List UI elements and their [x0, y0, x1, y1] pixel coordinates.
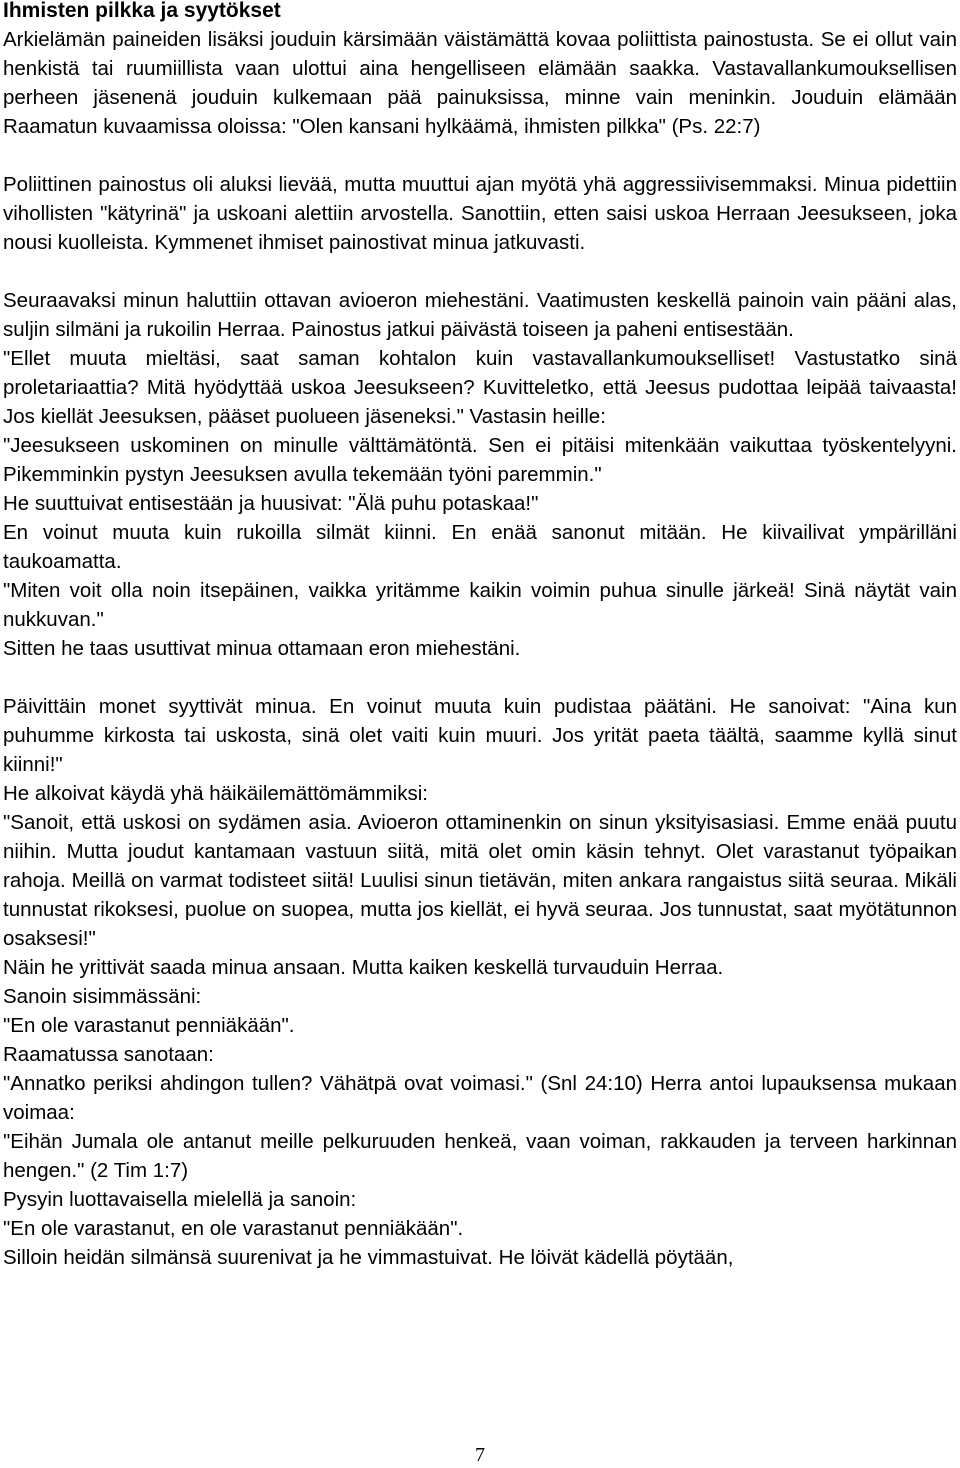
paragraph: "En ole varastanut penniäkään". [3, 1014, 295, 1037]
paragraph: Seuraavaksi minun haluttiin ottavan avioeron miehestäni. Vaatimusten keskellä painoin vain pääni alas, suljin silmäni ja rukoilin Herraa. Painostus jatkui päivästä toiseen ja paheni entisestään. [3, 289, 957, 341]
paragraph: "Jeesukseen uskominen on minulle välttämätöntä. Sen ei pitäisi mitenkään vaikuttaa työskentelyyni. Pikemminkin pystyn Jeesuksen avulla tekemään työni paremmin." [3, 434, 957, 486]
paragraph: Arkielämän paineiden lisäksi jouduin kärsimään väistämättä kovaa poliittista painostusta. Se ei ollut vain henkistä tai ruumiillista vaan ulottui aina hengelliseen elämään saakka. Vastavallankumouksellisen perheen jäsenenä jouduin kulkemaan pää painuksissa, minne vain meninkin. Jouduin elämään Raamatun kuvaamissa oloissa: "Olen kansani hylkäämä, ihmisten pilkka" (Ps. 22:7) [3, 28, 957, 138]
paragraph: "Ellet muuta mieltäsi, saat saman kohtalon kuin vastavallankumoukselliset! Vastustatko sinä proletariaattia? Mitä hyödyttää uskoa Jeesukseen? Kuvitteletko, että Jeesus pudottaa leipää taivaasta! Jos kiellät Jeesuksen, pääset puolueen jäseneksi." Vastasin heille: [3, 347, 957, 428]
paragraph: Sanoin sisimmässäni: [3, 985, 202, 1008]
paragraph: Sitten he taas usuttivat minua ottamaan eron miehestäni. [3, 637, 521, 660]
paragraph: Silloin heidän silmänsä suurenivat ja he vimmastuivat. He löivät kädellä pöytään, [3, 1246, 734, 1269]
paragraph: En voinut muuta kuin rukoilla silmät kiinni. En enää sanonut mitään. He kiivailivat ympärilläni taukoamatta. [3, 521, 957, 573]
paragraph: Pysyin luottavaisella mielellä ja sanoin: [3, 1188, 357, 1211]
paragraph: "Miten voit olla noin itsepäinen, vaikka yritämme kaikin voimin puhua sinulle järkeä! Sinä näytät vain nukkuvan." [3, 579, 957, 631]
document-page [3, 0, 957, 1272]
paragraph-spacer [3, 141, 957, 170]
paragraph: "Annatko periksi ahdingon tullen? Vähätpä ovat voimasi." (Snl 24:10) Herra antoi lupauksensa mukaan voimaa: [3, 1072, 957, 1124]
paragraph-spacer [3, 663, 957, 692]
paragraph: "Eihän Jumala ole antanut meille pelkuruuden henkeä, vaan voiman, rakkauden ja terveen harkinnan hengen." (2 Tim 1:7) [3, 1130, 957, 1182]
paragraph: Poliittinen painostus oli aluksi lievää, mutta muuttui ajan myötä yhä aggressiivisemmaksi. Minua pidettiin vihollisten "kätyrinä" ja uskoani alettiin arvostella. Sanottiin, etten saisi uskoa Herraan Jeesukseen, joka nousi kuolleista. Kymmenet ihmiset painostivat minua jatkuvasti. [3, 173, 957, 254]
paragraph: "En ole varastanut, en ole varastanut penniäkään". [3, 1217, 464, 1240]
section-heading: Ihmisten pilkka ja syytökset [3, 0, 281, 22]
paragraph: He suuttuivat entisestään ja huusivat: "Älä puhu potaskaa!" [3, 492, 539, 515]
paragraph: He alkoivat käydä yhä häikäilemättömämmiksi: [3, 782, 428, 805]
paragraph: Raamatussa sanotaan: [3, 1043, 214, 1066]
paragraph: "Sanoit, että uskosi on sydämen asia. Avioeron ottaminenkin on sinun yksityisasiasi. Emme enää puutu niihin. Mutta joudut kantamaan vastuun siitä, mitä olet omin käsin tehnyt. Olet varastanut työpaikan rahoja. Meillä on varmat todisteet siitä! Luulisi sinun tietävän, miten ankara rangaistus siitä seuraa. Mikäli tunnustat rikoksesi, puolue on suopea, mutta jos kiellät, ei hyvä seuraa. Jos tunnustat, saat myötätunnon osaksesi!" [3, 811, 957, 950]
body-text [3, 25, 957, 1272]
page-number: 7 [475, 1444, 485, 1466]
paragraph: Näin he yrittivät saada minua ansaan. Mutta kaiken keskellä turvauduin Herraa. [3, 956, 724, 979]
paragraph-spacer [3, 257, 957, 286]
paragraph: Päivittäin monet syyttivät minua. En voinut muuta kuin pudistaa päätäni. He sanoivat: "Aina kun puhumme kirkosta tai uskosta, sinä olet vaiti kuin muuri. Jos yrität paeta täältä, saamme kyllä sinut kiinni!" [3, 695, 957, 776]
